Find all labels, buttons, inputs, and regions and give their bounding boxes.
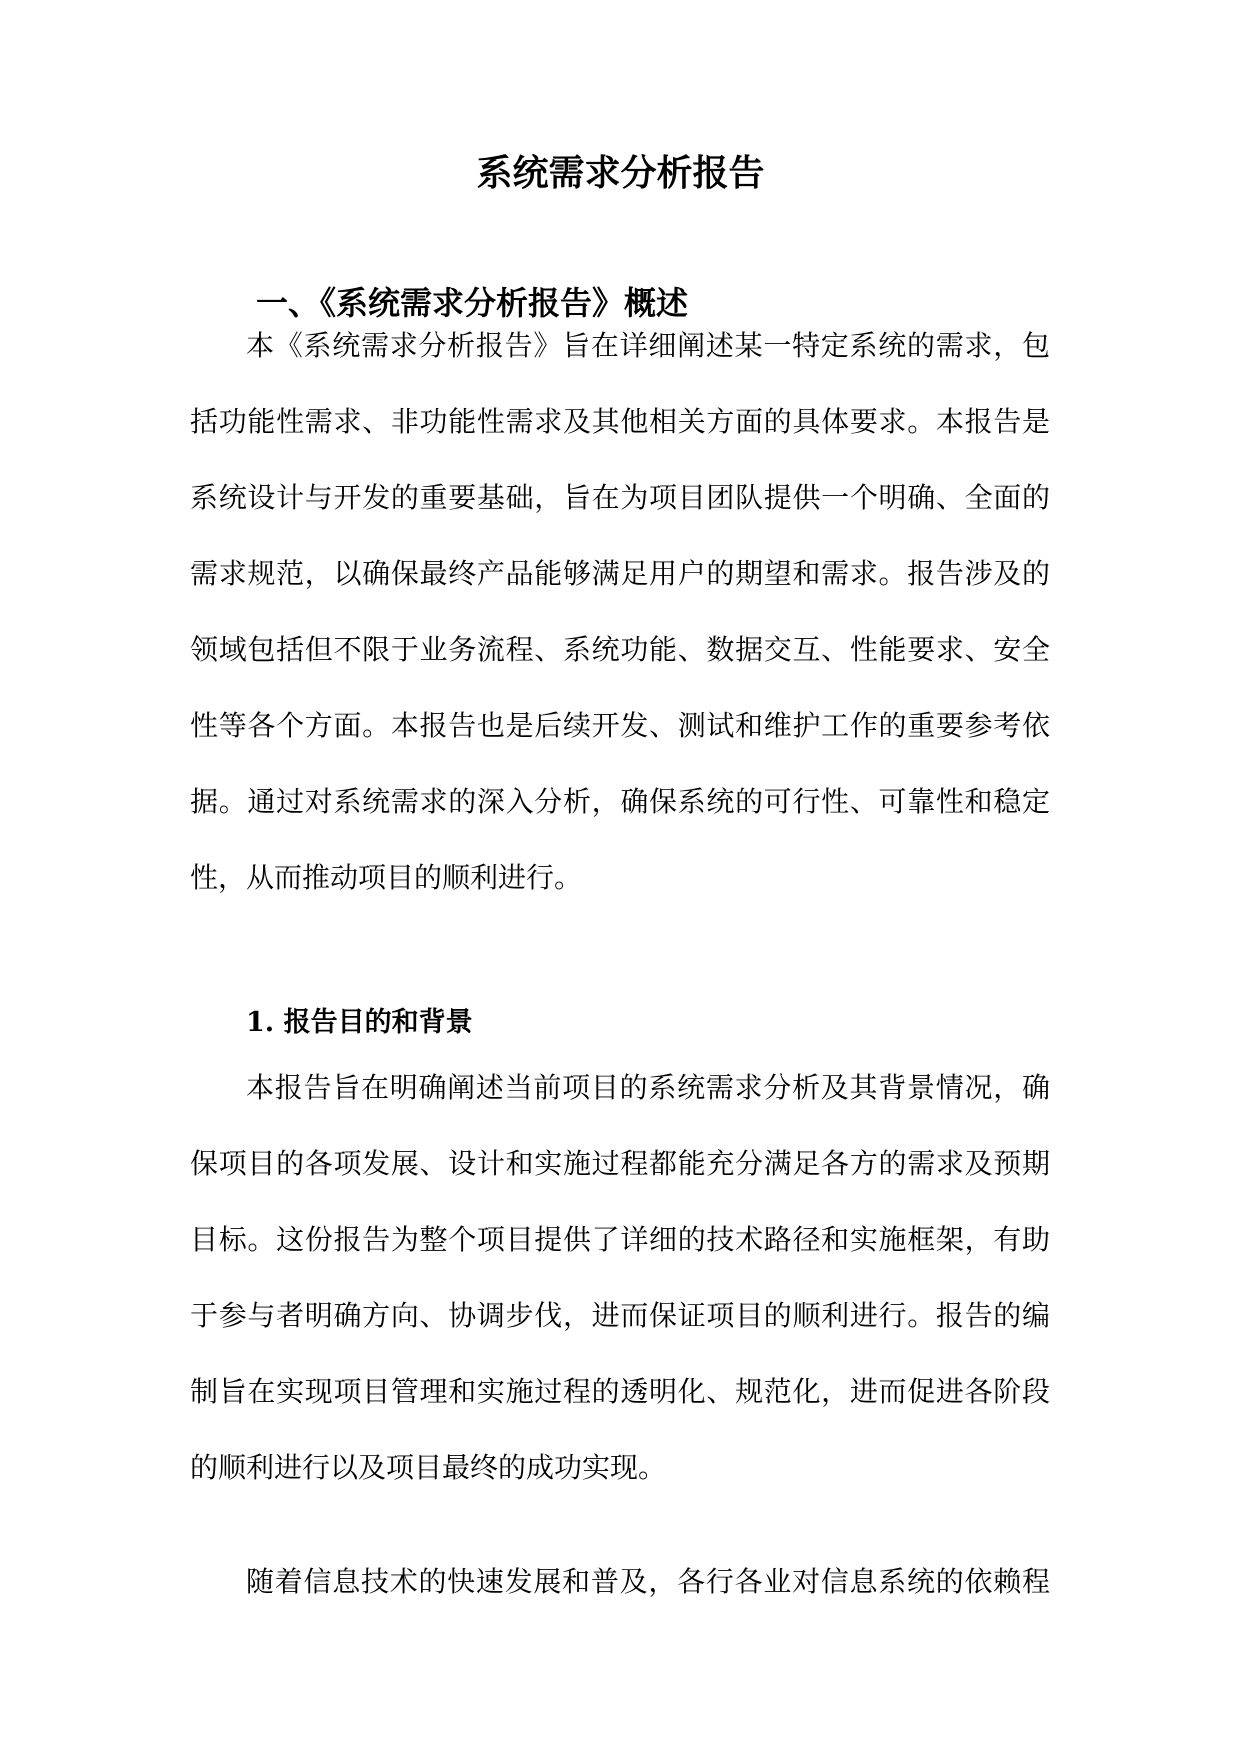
- section-heading-overview: 一、《系统需求分析报告》概述: [256, 284, 689, 322]
- paragraph-line: 保项目的各项发展、设计和实施过程都能充分满足各方的需求及预期: [190, 1147, 1050, 1180]
- paragraph-line: 系统设计与开发的重要基础，旨在为项目团队提供一个明确、全面的: [190, 481, 1050, 514]
- paragraph-line: 随着信息技术的快速发展和普及，各行各业对信息系统的依赖程: [246, 1565, 1050, 1598]
- subsection-heading-purpose: 1. 报告目的和背景: [246, 1007, 473, 1038]
- paragraph-line: 括功能性需求、非功能性需求及其他相关方面的具体要求。本报告是: [190, 405, 1050, 438]
- paragraph-line: 需求规范，以确保最终产品能够满足用户的期望和需求。报告涉及的: [190, 557, 1050, 590]
- paragraph-line: 于参与者明确方向、协调步伐，进而保证项目的顺利进行。报告的编: [190, 1299, 1050, 1332]
- paragraph-line: 的顺利进行以及项目最终的成功实现。: [190, 1451, 667, 1484]
- paragraph-line: 制旨在实现项目管理和实施过程的透明化、规范化，进而促进各阶段: [190, 1375, 1050, 1408]
- paragraph-line: 性等各个方面。本报告也是后续开发、测试和维护工作的重要参考依: [190, 709, 1050, 742]
- paragraph-line: 目标。这份报告为整个项目提供了详细的技术路径和实施框架，有助: [190, 1223, 1050, 1256]
- background-paragraph: [190, 1544, 1050, 1620]
- overview-paragraph: [190, 308, 1050, 916]
- purpose-paragraph: [190, 1050, 1050, 1506]
- paragraph-line: 性，从而推动项目的顺利进行。: [190, 861, 583, 894]
- paragraph-line: 领域包括但不限于业务流程、系统功能、数据交互、性能要求、安全: [190, 633, 1050, 666]
- document-title: 系统需求分析报告: [476, 152, 765, 194]
- paragraph-line: 据。通过对系统需求的深入分析，确保系统的可行性、可靠性和稳定: [190, 785, 1050, 818]
- paragraph-line: 本报告旨在明确阐述当前项目的系统需求分析及其背景情况，确: [246, 1071, 1050, 1104]
- paragraph-line: 本《系统需求分析报告》旨在详细阐述某一特定系统的需求，包: [246, 329, 1050, 362]
